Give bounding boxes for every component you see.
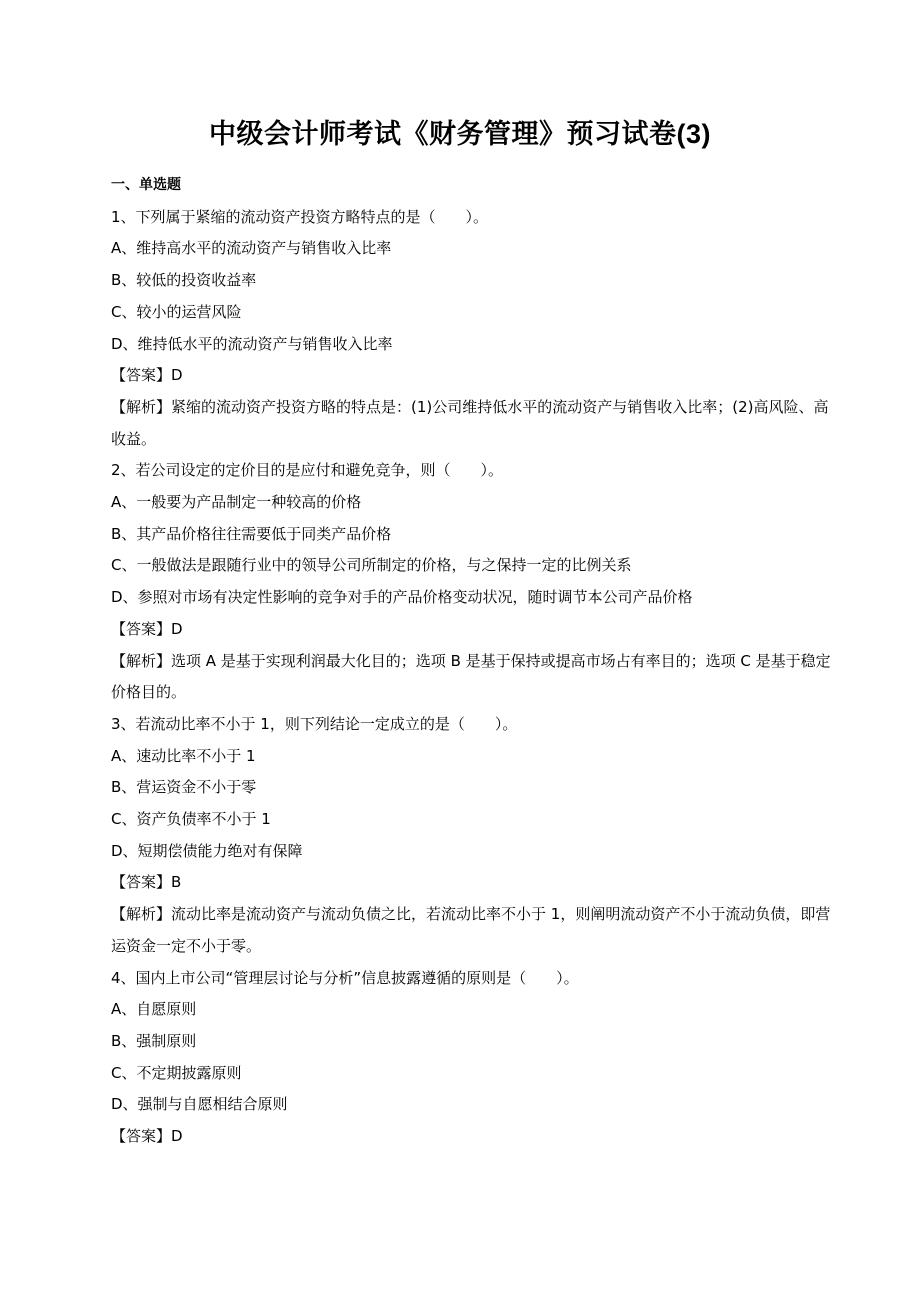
option-c: C、较小的运营风险 <box>111 302 242 321</box>
option-a: A、一般要为产品制定一种较高的价格 <box>111 493 362 512</box>
option-b: B、营运资金不小于零 <box>111 778 257 797</box>
answer: 【答案】D <box>111 366 183 385</box>
answer: 【答案】B <box>111 873 182 892</box>
analysis: 【解析】流动比率是流动资产与流动负债之比，若流动比率不小于 1，则阐明流动资产不小于流动负债，即营运资金一定不小于零。 <box>111 905 831 955</box>
question-stem: 3、若流动比率不小于 1，则下列结论一定成立的是（ ）。 <box>111 714 518 733</box>
option-d: D、维持低水平的流动资产与销售收入比率 <box>111 334 393 353</box>
question-stem: 1、下列属于紧缩的流动资产投资方略特点的是（ ）。 <box>111 207 489 226</box>
section-heading: 一、单选题 <box>111 177 181 193</box>
document-title: 中级会计师考试《财务管理》预习试卷(3) <box>209 119 711 149</box>
analysis: 【解析】选项 A 是基于实现利润最大化目的；选项 B 是基于保持或提高市场占有率目的；选项 C 是基于稳定价格目的。 <box>111 651 831 702</box>
answer: 【答案】D <box>111 619 183 638</box>
answer: 【答案】D <box>111 1127 183 1146</box>
option-c: C、不定期披露原则 <box>111 1063 242 1082</box>
question-1 <box>111 202 833 456</box>
question-stem: 4、国内上市公司“管理层讨论与分析”信息披露遵循的原则是（ ）。 <box>111 968 579 987</box>
option-a: A、维持高水平的流动资产与销售收入比率 <box>111 239 392 258</box>
option-d: D、参照对市场有决定性影响的竞争对手的产品价格变动状况，随时调节本公司产品价格 <box>111 588 693 607</box>
analysis: 【解析】紧缩的流动资产投资方略的特点是：(1)公司维持低水平的流动资产与销售收入比率；(2)高风险、高收益。 <box>111 397 829 448</box>
option-a: A、速动比率不小于 1 <box>111 746 256 765</box>
option-b: B、强制原则 <box>111 1031 197 1050</box>
question-stem: 2、若公司设定的定价目的是应付和避免竞争，则（ ）。 <box>111 461 504 480</box>
question-3 <box>111 709 833 963</box>
question-2 <box>111 455 833 709</box>
question-4 <box>111 963 833 1153</box>
document-body <box>111 170 833 1153</box>
option-a: A、自愿原则 <box>111 1000 197 1019</box>
option-c: C、资产负债率不小于 1 <box>111 810 271 829</box>
option-b: B、其产品价格往往需要低于同类产品价格 <box>111 524 392 543</box>
option-b: B、较低的投资收益率 <box>111 271 257 290</box>
option-c: C、一般做法是跟随行业中的领导公司所制定的价格，与之保持一定的比例关系 <box>111 556 632 575</box>
option-d: D、短期偿债能力绝对有保障 <box>111 841 303 860</box>
option-d: D、强制与自愿相结合原则 <box>111 1095 288 1114</box>
